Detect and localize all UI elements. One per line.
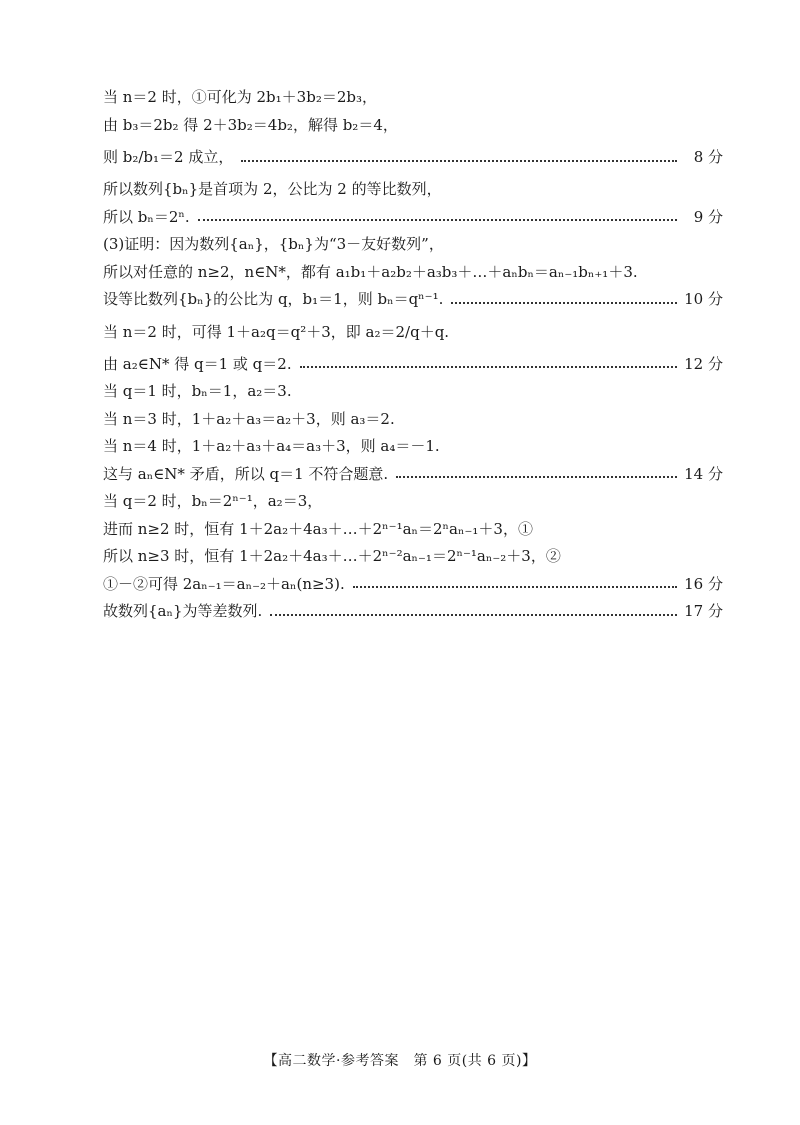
score-label: 9 分 [693,207,723,226]
score-label: 17 分 [684,602,723,620]
solution-line [103,139,723,176]
solution-line [103,286,723,314]
score-label: 16 分 [684,574,723,593]
line-text: 当 n＝2 时，①可化为 2b₁＋3b₂＝2b₃， [103,88,377,106]
line-text: 由 b₃＝2b₂ 得 2＋3b₂＝4b₂，解得 b₂＝4， [103,115,398,134]
line-text: ①－②可得 2aₙ₋₁＝aₙ₋₂＋aₙ(n≥3). [103,574,345,593]
solution-line [103,378,723,406]
line-text: 设等比数列{bₙ}的公比为 q，b₁＝1，则 bₙ＝qⁿ⁻¹. [103,290,444,308]
solution-line [103,461,723,489]
dot-leader [241,160,677,162]
dot-leader [198,219,677,221]
score-label: 10 分 [684,290,723,308]
dot-leader [300,366,677,368]
line-text: 进而 n≥2 时，恒有 1＋2a₂＋4a₃＋…＋2ⁿ⁻¹aₙ＝2ⁿaₙ₋₁＋3，① [103,519,533,538]
line-text: 当 q＝2 时，bₙ＝2ⁿ⁻¹，a₂＝3， [103,492,323,510]
line-text: 当 n＝3 时，1＋a₂＋a₃＝a₂＋3，则 a₃＝2. [103,409,395,428]
solution-line [103,314,723,351]
solution-line [103,433,723,461]
solution-line [103,488,723,516]
line-text: 所以 n≥3 时，恒有 1＋2a₂＋4a₃＋…＋2ⁿ⁻²aₙ₋₁＝2ⁿ⁻¹aₙ₋₂＋3，② [103,547,561,565]
solution-lines [103,84,723,626]
page-footer: 【高二数学·参考答案 第 6 页(共 6 页)】 [263,1053,537,1069]
solution-line [103,231,723,259]
score-label: 14 分 [684,464,723,483]
solution-line [103,112,723,140]
solution-line [103,598,723,626]
line-text: 所以数列{bₙ}是首项为 2，公比为 2 的等比数列， [103,180,442,198]
line-text: 当 n＝2 时，可得 1＋a₂q＝q²＋3，即 a₂＝2/q＋q. [103,322,450,341]
solution-line [103,543,723,571]
score-label: 8 分 [693,148,723,166]
dot-leader [270,614,677,616]
solution-line [103,571,723,599]
dot-leader [353,586,677,588]
dot-leader [451,302,677,304]
line-text: 则 b₂/b₁＝2 成立， [103,148,234,166]
solution-line [103,516,723,544]
line-text: 当 n＝4 时，1＋a₂＋a₃＋a₄＝a₃＋3，则 a₄＝－1. [103,437,440,455]
line-text: 故数列{aₙ}为等差数列. [103,602,263,620]
solution-line [103,176,723,204]
line-text: (3)证明：因为数列{aₙ}，{bₙ}为“3－友好数列”， [103,235,444,253]
line-text: 由 a₂∈N* 得 q＝1 或 q＝2. [103,354,292,373]
solution-line [103,406,723,434]
solution-line [103,259,723,287]
dot-leader [396,476,677,478]
line-text: 所以对任意的 n≥2，n∈N*，都有 a₁b₁＋a₂b₂＋a₃b₃＋…＋aₙbₙ＝aₙ₋₁bₙ₊₁＋3. [103,262,638,281]
solution-line [103,84,723,112]
line-text: 所以 bₙ＝2ⁿ. [103,207,190,226]
line-text: 当 q＝1 时，bₙ＝1，a₂＝3. [103,382,292,400]
line-text: 这与 aₙ∈N* 矛盾，所以 q＝1 不符合题意. [103,464,389,483]
solution-line [103,351,723,379]
score-label: 12 分 [684,354,723,373]
solution-line [103,204,723,232]
